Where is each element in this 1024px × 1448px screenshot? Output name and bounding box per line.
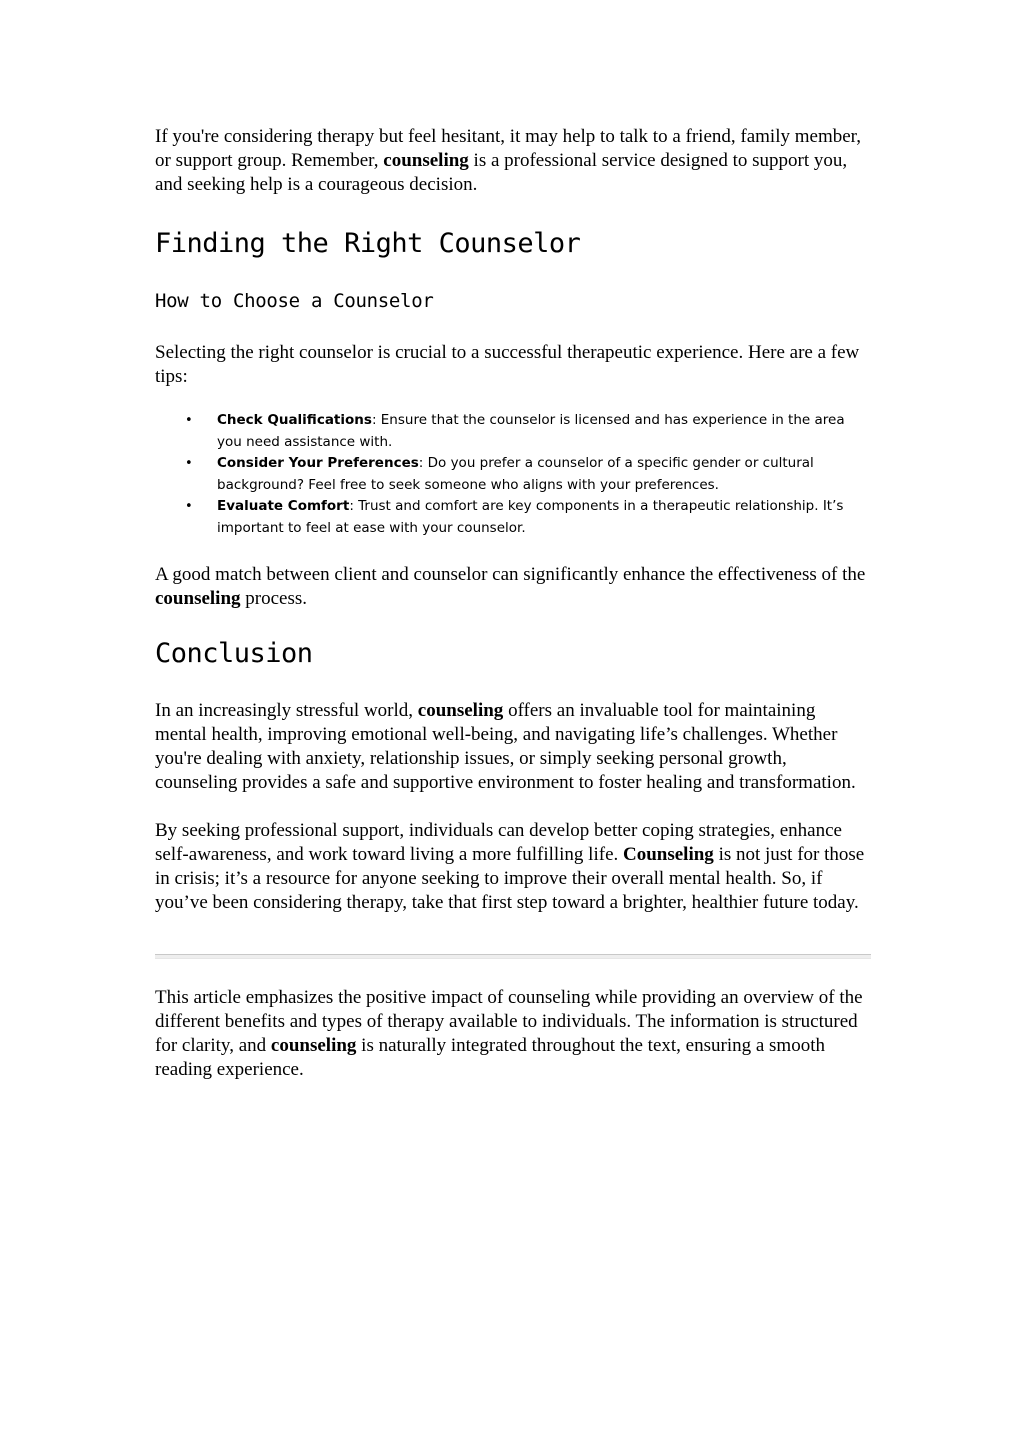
tips-list xyxy=(155,410,871,539)
conclusion-paragraph-1 xyxy=(155,699,871,795)
bullet-icon: • xyxy=(185,413,193,428)
match-text: process. xyxy=(240,588,308,609)
tip-text: : Do you prefer a counselor of a specific gender or cultural background? Feel free to seek someone who aligns with your preferences. xyxy=(217,455,814,493)
keyword-bold: counseling xyxy=(155,588,241,609)
keyword-bold: Counseling xyxy=(623,844,714,865)
article-note-paragraph xyxy=(155,986,871,1082)
tip-term: Check Qualifications xyxy=(217,412,372,428)
match-text: A good match between client and counselor can significantly enhance the effectiveness of the xyxy=(155,564,866,585)
conclusion-text: is not just for those in crisis; it’s a resource for anyone seeking to improve their overall mental health. So, if you’ve been considering therapy, take that first step toward a brighter, healthier future today. xyxy=(155,844,865,913)
article-body xyxy=(155,125,871,1082)
conclusion-text: By seeking professional support, individuals can develop better coping strategies, enhance self-awareness, and work toward living a more fulfilling life. xyxy=(155,820,842,865)
note-text: is naturally integrated throughout the text, ensuring a smooth reading experience. xyxy=(155,1035,825,1080)
conclusion-paragraph-2 xyxy=(155,819,871,915)
match-paragraph xyxy=(155,563,871,611)
keyword-bold: counseling xyxy=(270,1035,357,1056)
section-heading-conclusion: Conclusion xyxy=(155,638,313,669)
list-item xyxy=(155,496,871,539)
tip-text: : Ensure that the counselor is licensed and has experience in the area you need assistance with. xyxy=(217,412,845,450)
conclusion-text: offers an invaluable tool for maintaining mental health, improving emotional well-being, and navigating life’s challenges. Whether you're dealing with anxiety, relationship issues, or simply seeking personal growth, counseling provides a safe and supportive environment to foster healing and transformation. xyxy=(155,700,856,793)
tip-term: Evaluate Comfort xyxy=(217,498,350,514)
keyword-bold: counseling xyxy=(417,700,504,721)
intro-text: is a professional service designed to support you, and seeking help is a courageous decision. xyxy=(155,150,848,195)
conclusion-text: In an increasingly stressful world, xyxy=(155,700,418,721)
tip-text: : Trust and comfort are key components in a therapeutic relationship. It’s important to feel at ease with your counselor. xyxy=(217,498,844,536)
bullet-icon: • xyxy=(185,456,193,471)
keyword-bold: counseling xyxy=(383,150,469,171)
note-text: This article emphasizes the positive impact of counseling while providing an overview of the different benefits and types of therapy available to individuals. The information is structured for clarity, and xyxy=(155,987,863,1056)
list-item xyxy=(155,410,871,453)
subheading-choose: How to Choose a Counselor xyxy=(155,290,434,312)
bullet-icon: • xyxy=(185,499,193,514)
tip-term: Consider Your Preferences xyxy=(217,455,419,471)
intro-text: If you're considering therapy but feel hesitant, it may help to talk to a friend, family member, or support group. Remember, xyxy=(155,126,861,171)
section-heading-finding: Finding the Right Counselor xyxy=(155,228,581,259)
finding-lead-paragraph: Selecting the right counselor is crucial to a successful therapeutic experience. Here are a few tips: xyxy=(155,342,860,387)
intro-paragraph xyxy=(155,125,871,197)
horizontal-divider xyxy=(155,954,871,959)
list-item xyxy=(155,453,871,496)
